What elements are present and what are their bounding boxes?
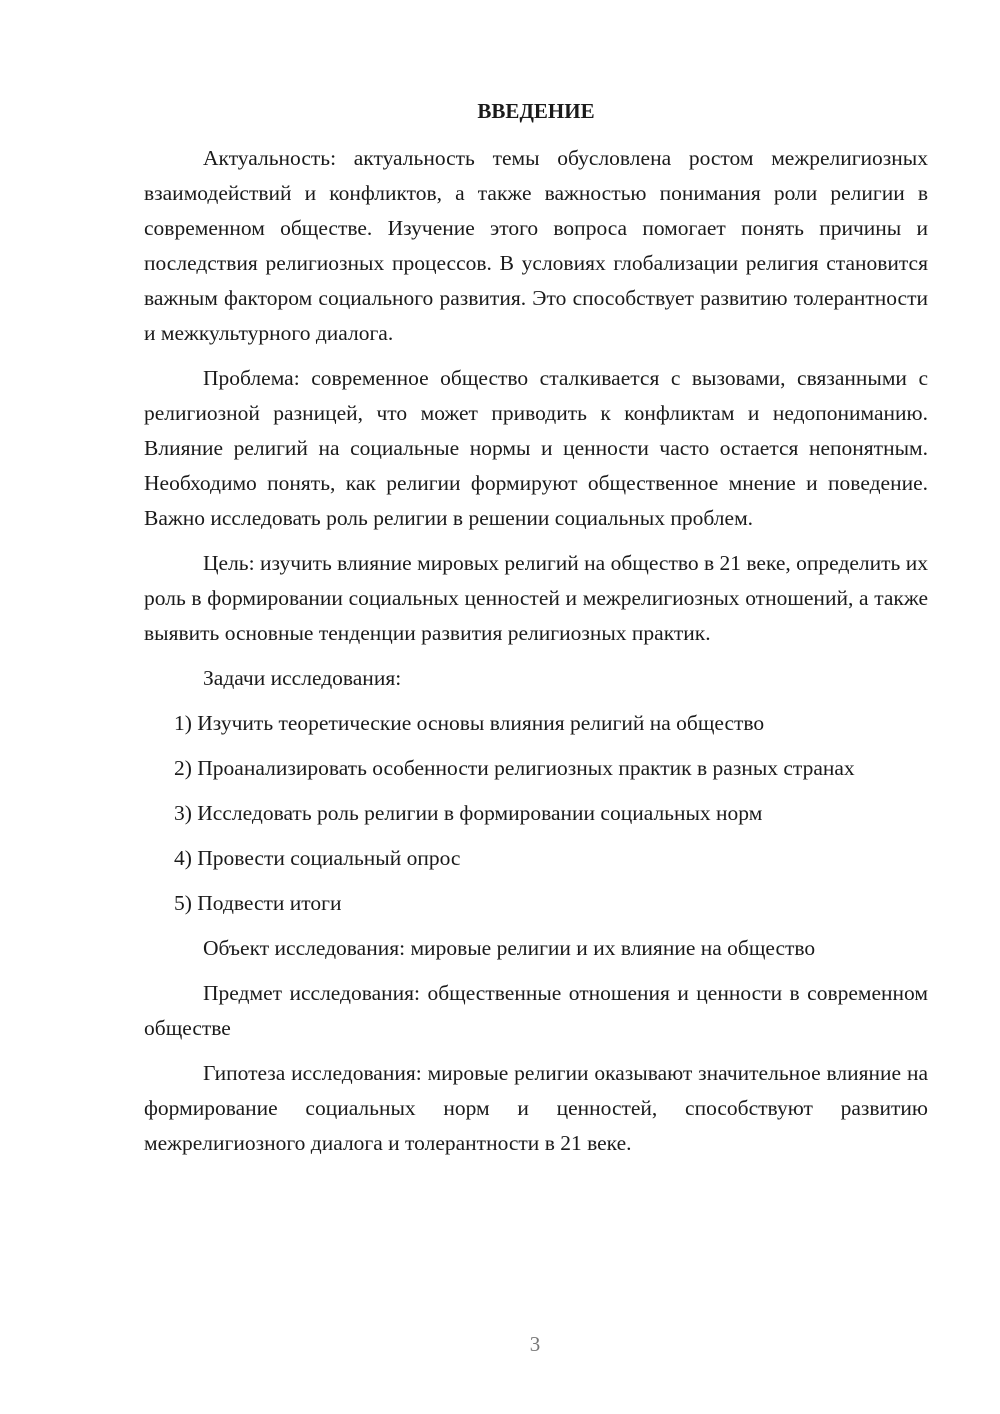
document-page [144,96,928,1171]
page-number: 3 [529,1332,541,1356]
paragraph-hypothesis: Гипотеза исследования: мировые религии оказывают значительное влияние на формирование социальных норм и ценностей, способствуют развитию межрелигиозного диалога и толерантности в 21 веке. [144,1061,928,1155]
task-item-3: 3) Исследовать роль религии в формировании социальных норм [174,801,763,825]
task-item-1: 1) Изучить теоретические основы влияния религий на общество [174,711,765,735]
paragraph-relevance: Актуальность: актуальность темы обусловлена ростом межрелигиозных взаимодействий и конфликтов, а также важностью понимания роли религии в современном обществе. Изучение этого вопроса помогает понять причины и последствия религиозных процессов. В условиях глобализации религия становится важным фактором социального развития. Это способствует развитию толерантности и межкультурного диалога. [144,146,928,345]
paragraph-goal: Цель: изучить влияние мировых религий на общество в 21 веке, определить их роль в формировании социальных ценностей и межрелигиозных отношений, а также выявить основные тенденции развития религиозных практик. [144,551,928,645]
paragraph-tasks-title: Задачи исследования: [203,666,402,690]
paragraph-object: Объект исследования: мировые религии и их влияние на общество [203,936,816,960]
paragraph-problem: Проблема: современное общество сталкивается с вызовами, связанными с религиозной разницей, что может приводить к конфликтам и недопониманию. Влияние религий на социальные нормы и ценности часто остается непонятным. Необходимо понять, как религии формируют общественное мнение и поведение. Важно исследовать роль религии в решении социальных проблем. [144,366,928,530]
paragraph-subject: Предмет исследования: общественные отношения и ценности в современном обществе [144,981,928,1040]
task-item-5: 5) Подвести итоги [174,891,342,915]
section-heading: ВВЕДЕНИЕ [477,99,595,123]
task-item-2: 2) Проанализировать особенности религиозных практик в разных странах [174,756,855,780]
task-item-4: 4) Провести социальный опрос [174,846,461,870]
